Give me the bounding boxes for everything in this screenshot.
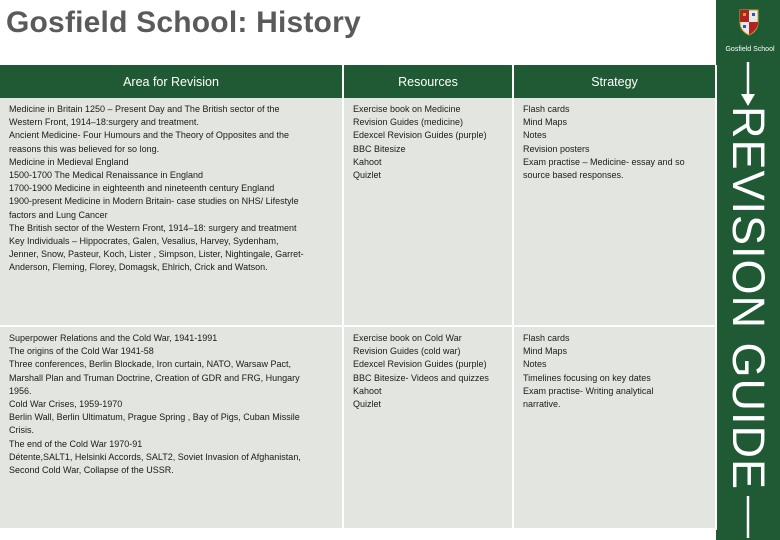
strategy-item: Notes [523, 359, 547, 370]
area-line: Anderson, Fleming, Florey, Domagsk, Ehlrich, Crick and Watson. [9, 262, 268, 273]
area-line: The origins of the Cold War 1941-58 [9, 346, 154, 357]
resources-cell [343, 326, 513, 529]
strategy-item: Notes [523, 130, 547, 141]
school-logo [724, 6, 774, 56]
strategy-item: Mind Maps [523, 117, 568, 128]
resource-item: Quizlet [353, 399, 382, 410]
header-area-for-revision: Area for Revision [0, 65, 343, 98]
strategy-item: Timelines focusing on key dates [523, 372, 651, 383]
resource-item: Edexcel Revision Guides (purple) [353, 130, 487, 141]
area-line: Jenner, Snow, Pasteur, Koch, Lister , Simpson, Lister, Nightingale, Garret- [9, 249, 304, 260]
sidebar-banner [716, 0, 780, 540]
area-line: Medicine in Medieval England [9, 156, 129, 167]
area-line: Ancient Medicine- Four Humours and the Theory of Opposites and the [9, 130, 289, 141]
resource-item: Kahoot [353, 156, 382, 167]
resource-item: Revision Guides (cold war) [353, 346, 461, 357]
area-line: 1500-1700 The Medical Renaissance in England [9, 170, 203, 181]
area-line: Three conferences, Berlin Blockade, Iron curtain, NATO, Warsaw Pact, [9, 359, 291, 370]
area-line: factors and Lung Cancer [9, 209, 108, 220]
area-line: Cold War Crises, 1959-1970 [9, 399, 123, 410]
strategy-item: narrative. [523, 399, 561, 410]
strategy-item: source based responses. [523, 170, 624, 181]
strategy-cell [513, 98, 716, 326]
area-line: 1900-present Medicine in Modern Britain- case studies on NHS/ Lifestyle [9, 196, 299, 207]
area-line: Marshall Plan and Truman Doctrine, Creation of GDR and FRG, Hungary [9, 372, 300, 383]
page-title: Gosfield School: History [6, 6, 361, 39]
resource-item: Revision Guides (medicine) [353, 117, 464, 128]
logo-text: Gosfield School [725, 46, 775, 53]
area-line: Second Cold War, Collapse of the USSR. [9, 465, 174, 476]
area-line: The end of the Cold War 1970-91 [9, 438, 143, 449]
area-line: Medicine in Britain 1250 – Present Day and The British sector of the [9, 104, 280, 114]
revision-guide-title: REVISION GUIDE [723, 105, 774, 491]
header-strategy: Strategy [513, 65, 716, 98]
strategy-cell [513, 326, 716, 529]
strategy-item: Mind Maps [523, 346, 568, 357]
arrow-down-icon [738, 62, 758, 108]
table-row [0, 326, 716, 529]
resource-item: BBC Bitesize- Videos and quizzes [353, 372, 489, 383]
resources-cell [343, 98, 513, 326]
area-line: 1956. [9, 385, 32, 396]
area-cell [0, 326, 343, 529]
area-line: Superpower Relations and the Cold War, 1941-1991 [9, 333, 218, 343]
resource-item: BBC Bitesize [353, 143, 406, 154]
table-row [0, 98, 716, 326]
resource-item: Kahoot [353, 385, 382, 396]
strategy-item: Flash cards [523, 333, 570, 343]
revision-table [0, 65, 717, 530]
area-line: Crisis. [9, 425, 34, 436]
resource-item: Exercise book on Medicine [353, 104, 461, 114]
area-line: Key Individuals – Hippocrates, Galen, Vesalius, Harvey, Sydenham, [9, 236, 279, 247]
strategy-item: Revision posters [523, 143, 590, 154]
strategy-item: Flash cards [523, 104, 570, 114]
resource-item: Quizlet [353, 170, 382, 181]
resource-item: Exercise book on Cold War [353, 333, 462, 343]
area-line: Berlin Wall, Berlin Ultimatum, Prague Spring , Bay of Pigs, Cuban Missile [9, 412, 300, 423]
arrow-down-icon [738, 492, 758, 538]
resource-item: Edexcel Revision Guides (purple) [353, 359, 487, 370]
area-line: Western Front, 1914–18:surgery and treatment. [9, 117, 199, 128]
school-crest-icon [738, 8, 760, 36]
area-line: reasons this was believed for so long. [9, 143, 160, 154]
area-line: 1700-1900 Medicine in eighteenth and nineteenth century England [9, 183, 275, 194]
area-cell [0, 98, 343, 326]
area-line: Détente,SALT1, Helsinki Accords, SALT2, Soviet Invasion of Afghanistan, [9, 451, 301, 462]
table-header-row [0, 65, 716, 98]
strategy-item: Exam practise- Writing analytical [523, 385, 654, 396]
strategy-item: Exam practise – Medicine- essay and so [523, 156, 685, 167]
header-resources: Resources [343, 65, 513, 98]
area-line: The British sector of the Western Front, 1914–18: surgery and treatment [9, 222, 297, 233]
